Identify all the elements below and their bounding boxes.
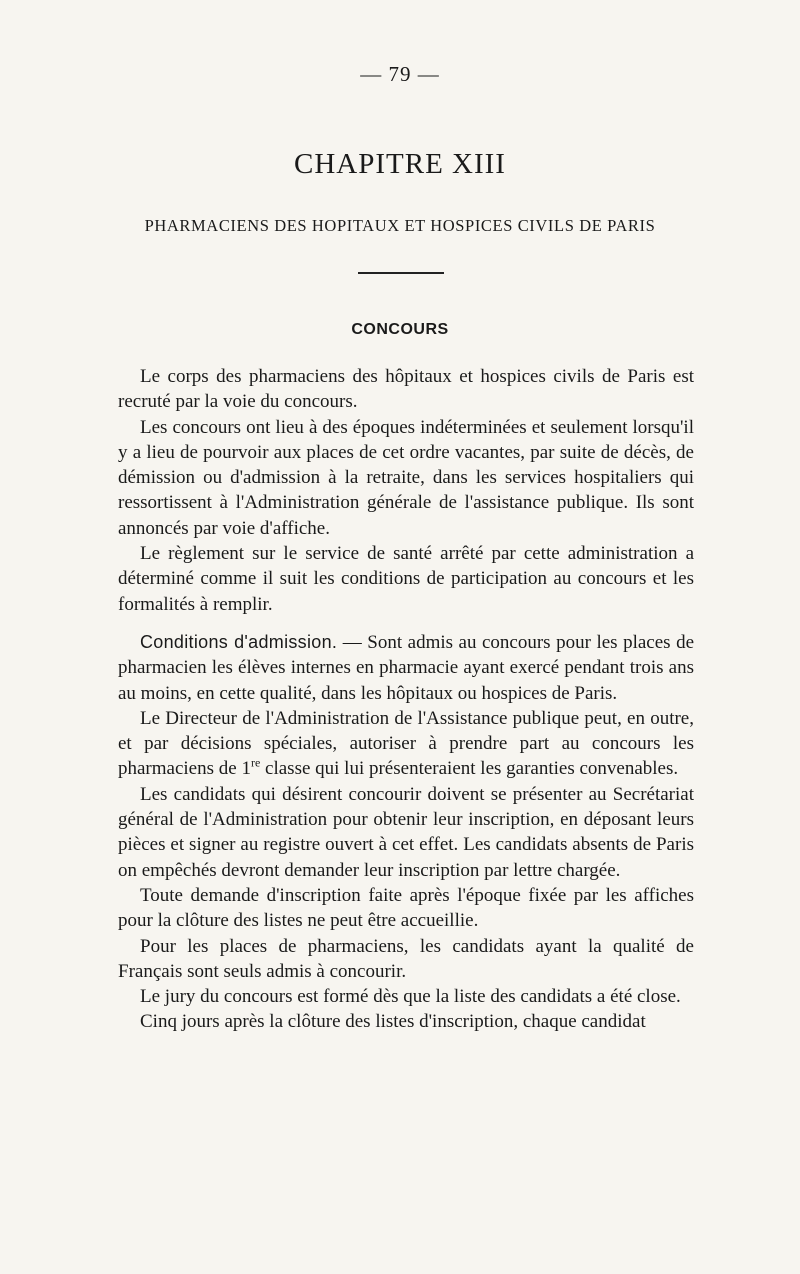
- page-number: — 79 —: [360, 62, 440, 86]
- paragraph: Toute demande d'inscription faite après l'époque fixée par les affiches pour la clôture des listes ne peut être accueillie.: [118, 884, 694, 932]
- paragraph: Pour les places de pharmaciens, les candidats ayant la qualité de Français sont seuls admis à concourir.: [118, 935, 694, 982]
- superscript: re: [250, 756, 261, 771]
- paragraph-text: classe qui lui présenteraient les garanties convenables.: [260, 758, 679, 780]
- chapter-title: CHAPITRE XIII: [294, 148, 506, 180]
- paragraph-text: — Sont admis au concours pour les places de pharmacien les élèves internes en pharmacie ayant exercé pendant trois ans au moins, en cette qualité, dans les hôpitaux ou hospices de Paris.: [118, 631, 695, 704]
- paragraph: [118, 706, 694, 782]
- paragraph: Le corps des pharmaciens des hôpitaux et hospices civils de Paris est recruté par la voie du concours.: [118, 366, 694, 413]
- section-title: CONCOURS: [351, 321, 449, 338]
- paragraph: Le jury du concours est formé dès que la liste des candidats a été close.: [140, 986, 681, 1008]
- paragraph-text: Le Directeur de l'Administration de l'Assistance publique peut, en outre, et par décisions spéciales, autoriser à prendre part au concours les pharmaciens de 1: [118, 707, 694, 780]
- run-in-heading: Conditions d'admission.: [140, 631, 338, 652]
- paragraph: Les concours ont lieu à des époques indéterminées et seulement lorsqu'il y a lieu de pourvoir aux places de cet ordre vacantes, par suite de décès, de démission ou d'admission à la retraite, dans les services hospitaliers qui ressortissent à l'Administration générale de l'assistance publique. Ils sont annoncés par voie d'affiche.: [118, 416, 694, 539]
- title-divider: [358, 272, 444, 274]
- paragraph: Cinq jours après la clôture des listes d'inscription, chaque candidat: [140, 1011, 646, 1033]
- body-text: [118, 364, 694, 1035]
- paragraph: Les candidats qui désirent concourir doivent se présenter au Secrétariat général de l'Administration pour obtenir leur inscription, en déposant leurs pièces et signer au registre ouvert à cet effet. Les candidats absents de Paris on empêchés devront demander leur inscription par lettre chargée.: [118, 783, 694, 881]
- chapter-subtitle: PHARMACIENS DES HOPITAUX ET HOSPICES CIVILS DE PARIS: [144, 216, 656, 235]
- paragraph-conditions: [118, 630, 694, 706]
- paragraph: Le règlement sur le service de santé arrêté par cette administration a déterminé comme il suit les conditions de participation au concours et les formalités à remplir.: [118, 543, 694, 615]
